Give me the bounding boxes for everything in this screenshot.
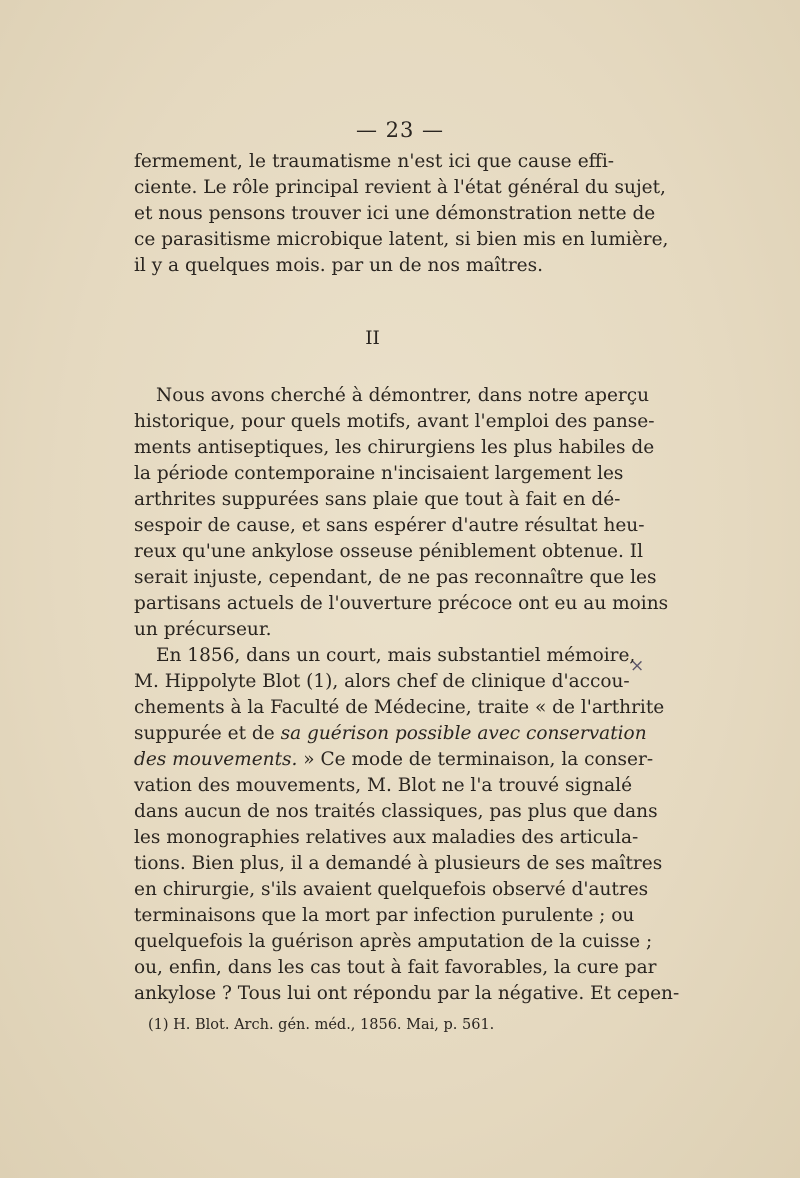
- text-line: reux qu'une ankylose osseuse péniblement obtenue. Il: [134, 541, 643, 562]
- text-line: il y a quelques mois. par un de nos maîtres.: [134, 255, 544, 276]
- paragraph-2: [134, 383, 669, 643]
- italic-text: sa guérison possible avec conservation: [280, 723, 647, 744]
- footnote: (1) H. Blot. Arch. gén. méd., 1856. Mai, p. 561.: [148, 1017, 495, 1033]
- text-line: M. Hippolyte Blot (1), alors chef de clinique d'accou-: [134, 671, 630, 692]
- text-line: en chirurgie, s'ils avaient quelquefois observé d'autres: [134, 879, 649, 900]
- text-line: [134, 721, 647, 747]
- text-span: » Ce mode de terminaison, la conser-: [297, 749, 654, 770]
- text-line: les monographies relatives aux maladies des articula-: [134, 827, 639, 848]
- text-line: fermement, le traumatisme n'est ici que cause effi-: [134, 151, 614, 172]
- text-line: partisans actuels de l'ouverture précoce ont eu au moins: [134, 593, 669, 614]
- text-line: ou, enfin, dans les cas tout à fait favorables, la cure par: [134, 957, 657, 978]
- text-line: sespoir de cause, et sans espérer d'autre résultat heu-: [134, 515, 645, 536]
- text-line: quelquefois la guérison après amputation de la cuisse ;: [134, 931, 653, 952]
- page-number: — 23 —: [355, 118, 445, 142]
- text-line: ciente. Le rôle principal revient à l'état général du sujet,: [134, 177, 666, 198]
- text-line: et nous pensons trouver ici une démonstration nette de: [134, 203, 656, 224]
- italic-text: des mouvements.: [134, 749, 298, 770]
- text-line: la période contemporaine n'incisaient largement les: [134, 463, 624, 484]
- text-line: [134, 747, 654, 773]
- text-line: tions. Bien plus, il a demandé à plusieurs de ses maîtres: [134, 853, 663, 874]
- text-line: ce parasitisme microbique latent, si bien mis en lumière,: [134, 229, 669, 250]
- text-line: vation des mouvements, M. Blot ne l'a trouvé signalé: [134, 775, 633, 796]
- text-line: chements à la Faculté de Médecine, traite « de l'arthrite: [134, 697, 665, 718]
- text-span: suppurée et de: [134, 723, 281, 744]
- text-line: ankylose ? Tous lui ont répondu par la négative. Et cepen-: [134, 983, 680, 1004]
- text-line: arthrites suppurées sans plaie que tout à fait en dé-: [134, 489, 621, 510]
- text-line: terminaisons que la mort par infection purulente ; ou: [134, 905, 635, 926]
- text-line: historique, pour quels motifs, avant l'emploi des panse-: [134, 411, 655, 432]
- section-heading: II: [365, 328, 380, 349]
- paragraph-1: [134, 149, 669, 279]
- margin-cross-mark: ×: [630, 656, 645, 676]
- text-line: Nous avons cherché à démontrer, dans notre aperçu: [156, 385, 650, 406]
- text-line: En 1856, dans un court, mais substantiel mémoire,: [156, 645, 636, 666]
- text-line: un précurseur.: [134, 619, 272, 640]
- text-line: dans aucun de nos traités classiques, pas plus que dans: [134, 801, 658, 822]
- text-line: ments antiseptiques, les chirurgiens les plus habiles de: [134, 437, 655, 458]
- paragraph-3: [134, 643, 680, 1007]
- text-line: serait injuste, cependant, de ne pas reconnaître que les: [134, 567, 657, 588]
